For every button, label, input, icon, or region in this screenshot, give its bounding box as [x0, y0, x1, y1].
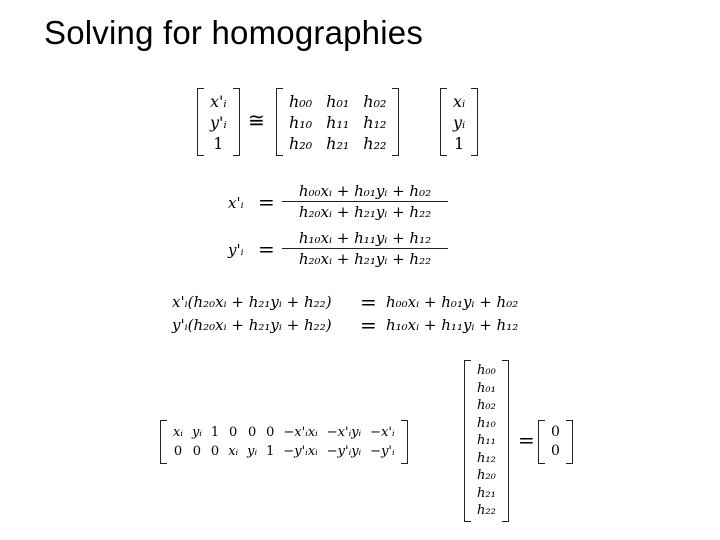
- vector-entry: h₁₂: [477, 450, 496, 466]
- fraction-bar: [282, 248, 448, 249]
- matrix-entry: −y'ᵢyᵢ: [326, 444, 362, 459]
- matrix-entry: h₂₀: [289, 133, 313, 153]
- matrix-entry: h₁₀: [289, 112, 313, 132]
- vector-entry: h₀₀: [477, 363, 496, 379]
- matrix-entry: 0: [210, 444, 220, 459]
- matrix-entry: 0: [229, 425, 238, 440]
- matrix-entry: xᵢ: [173, 425, 183, 440]
- vector-entry: h₁₁: [477, 433, 496, 449]
- equals-sign: =: [258, 190, 275, 214]
- equals-sign: =: [258, 237, 275, 261]
- line1-rhs: h₀₀xᵢ + h₀₁yᵢ + h₀₂: [386, 293, 519, 311]
- target-point-vector: [197, 88, 240, 156]
- source-point-vector: [440, 88, 478, 156]
- equals-sign: =: [360, 290, 377, 314]
- vector-entry: h₁₀: [477, 415, 496, 431]
- line1-lhs: x'ᵢ(h₂₀xᵢ + h₂₁yᵢ + h₂₂): [172, 293, 332, 311]
- matrix-entry: 0: [173, 444, 183, 459]
- vector-entry: yᵢ: [453, 112, 466, 132]
- equals-sign: =: [360, 313, 377, 337]
- matrix-entry: h₀₀: [289, 91, 313, 111]
- vector-entry: xᵢ: [453, 91, 466, 111]
- vector-entry: y'ᵢ: [210, 112, 227, 132]
- h-vector: [464, 360, 509, 522]
- y-numerator: h₁₀xᵢ + h₁₁yᵢ + h₁₂: [298, 229, 432, 247]
- vector-entry: 1: [454, 133, 465, 153]
- zero-vector: [538, 420, 573, 464]
- matrix-entry: −y'ᵢxᵢ: [283, 444, 318, 459]
- coefficient-matrix: [160, 420, 408, 464]
- matrix-entry: xᵢ: [228, 444, 239, 459]
- congruent-symbol: ≅: [248, 108, 265, 132]
- y-denominator: h₂₀xᵢ + h₂₁yᵢ + h₂₂: [298, 250, 432, 268]
- matrix-entry: 0: [248, 425, 257, 440]
- vector-entry: h₂₂: [477, 503, 496, 519]
- x-prime-lhs: x'ᵢ: [228, 194, 244, 212]
- vector-entry: h₂₀: [477, 468, 496, 484]
- matrix-entry: h₂₁: [326, 133, 350, 153]
- matrix-entry: 1: [266, 444, 275, 459]
- matrix-entry: h₀₁: [326, 91, 350, 111]
- matrix-entry: −y'ᵢ: [370, 444, 395, 459]
- matrix-entry: 0: [192, 444, 202, 459]
- slide-title: Solving for homographies: [44, 14, 424, 51]
- vector-entry: x'ᵢ: [210, 91, 227, 111]
- vector-entry: 1: [213, 133, 224, 153]
- line2-rhs: h₁₀xᵢ + h₁₁yᵢ + h₁₂: [386, 316, 519, 334]
- vector-entry: h₂₁: [477, 485, 496, 501]
- matrix-entry: 0: [266, 425, 275, 440]
- vector-entry: 0: [551, 424, 560, 440]
- matrix-entry: h₂₂: [363, 133, 387, 153]
- y-prime-fraction: [282, 229, 448, 268]
- x-denominator: h₂₀xᵢ + h₂₁yᵢ + h₂₂: [298, 203, 432, 221]
- vector-entry: h₀₂: [477, 398, 496, 414]
- line2-lhs: y'ᵢ(h₂₀xᵢ + h₂₁yᵢ + h₂₂): [172, 316, 332, 334]
- vector-entry: 0: [551, 443, 560, 459]
- matrix-entry: 1: [210, 425, 220, 440]
- equals-sign: =: [518, 428, 535, 452]
- matrix-entry: yᵢ: [247, 444, 258, 459]
- y-prime-lhs: y'ᵢ: [228, 241, 244, 259]
- x-numerator: h₀₀xᵢ + h₀₁yᵢ + h₀₂: [298, 182, 432, 200]
- matrix-entry: −x'ᵢ: [370, 425, 395, 440]
- x-prime-fraction: [282, 182, 448, 221]
- fraction-bar: [282, 201, 448, 202]
- matrix-entry: h₁₁: [326, 112, 350, 132]
- matrix-entry: h₀₂: [363, 91, 387, 111]
- matrix-entry: h₁₂: [363, 112, 387, 132]
- vector-entry: h₀₁: [477, 380, 496, 396]
- homography-matrix: [276, 88, 399, 156]
- matrix-entry: −x'ᵢyᵢ: [326, 425, 362, 440]
- matrix-entry: −x'ᵢxᵢ: [283, 425, 318, 440]
- matrix-entry: yᵢ: [191, 425, 202, 440]
